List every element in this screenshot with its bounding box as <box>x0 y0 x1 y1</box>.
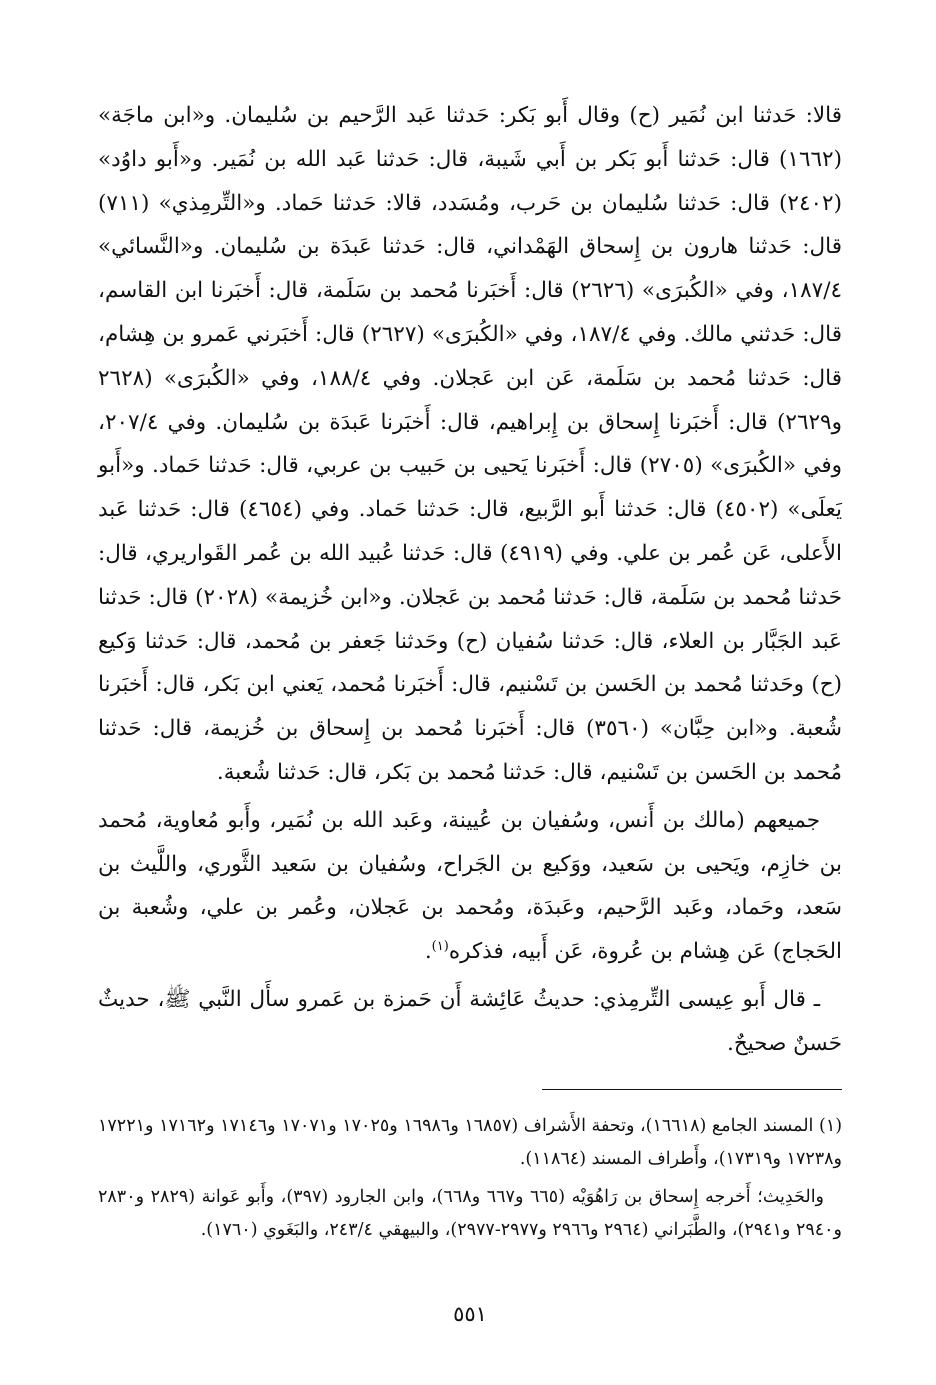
narrators-summary-paragraph <box>98 799 842 974</box>
tirmidhi-grading-paragraph: ـ قال أَبو عِيسى التِّرمِذي: حديثُ عَائِشة أَن حَمزة بن عَمرو سأَل النَّبي ﷺ، حديثٌ حَسنٌ صحيحٌ. <box>98 986 842 1056</box>
footnote-marker[interactable]: (١) <box>431 938 449 954</box>
footnote-1: (١) المسند الجامع (١٦٦١٨)، وتحفة الأَشراف (١٦٨٥٧ و١٦٩٨٦ و١٧٠٢٥ و١٧٠٧١ و١٧١٤٦ و١٧١٦٢ و١٧٢٢١ و١٧٢٣٨ و١٧٣١٩)، وأَطراف المسند (١١٨٦٤). <box>98 1116 843 1169</box>
hadith-chain-paragraph: قالا: حَدثنا ابن نُمَير (ح) وقال أَبو بَكر: حَدثنا عَبد الرَّحيم بن سُليمان. و«ابن ماجَة» (١٦٦٢) قال: حَدثنا أَبو بَكر بن أَبي شَيبة، قال: حَدثنا عَبد الله بن نُمَير. و«أَبو داوُد» (٢٤٠٢) قال: حَدثنا سُليمان بن حَرب، ومُسَدد، قالا: حَدثنا حَماد. و«التِّرمِذي» (٧١١) قال: حَدثنا هارون بن إِسحاق الهَمْداني، قال: حَدثنا عَبدَة بن سُليمان. و«النَّسائي» ١٨٧/٤، وفي «الكُبرَى» (٢٦٢٦) قال: أَخبَرنا مُحمد بن سَلَمة، قال: أَخبَرنا ابن القاسم، قال: حَدثني مالك. وفي ١٨٧/٤، وفي «الكُبرَى» (٢٦٢٧) قال: أَخبَرني عَمرو بن هِشام، قال: حَدثنا مُحمد بن سَلَمة، عَن ابن عَجلان. وفي ١٨٨/٤، وفي «الكُبرَى» (٢٦٢٨ و٢٦٢٩) قال: أَخبَرنا إِسحاق بن إِبراهيم، قال: أَخبَرنا عَبدَة بن سُليمان. وفي ٢٠٧/٤، وفي «الكُبرَى» (٢٧٠٥) قال: أَخبَرنا يَحيى بن حَبيب بن عربي، قال: حَدثنا حَماد. و«أَبو يَعلَى» (٤٥٠٢) قال: حَدثنا أَبو الرَّبيع، قال: حَدثنا حَماد. وفي (٤٦٥٤) قال: حَدثنا عَبد الأَعلى، عَن عُمر بن علي. وفي (٤٩١٩) قال: حَدثنا عُبيد الله بن عُمر القَواريري، قال: حَدثنا مُحمد بن سَلَمة، قال: حَدثنا مُحمد بن عَجلان. و«ابن خُزيمة» (٢٠٢٨) قال: حَدثنا عَبد الجَبَّار بن العلاء، قال: حَدثنا سُفيان (ح) وحَدثنا جَعفر بن مُحمد، قال: حَدثنا وَكيع (ح) وحَدثنا مُحمد بن الحَسن بن تَسْنيم، قال: أَخبَرنا مُحمد، يَعني ابن بَكر، قال: أَخبَرنا شُعبة. و«ابن حِبَّان» (٣٥٦٠) قال: أَخبَرنا مُحمد بن إِسحاق بن خُزيمة، قال: حَدثنا مُحمد بن الحَسن بن تَسْنيم، قال: حَدثنا مُحمد بن بَكر، قال: حَدثنا شُعبة. <box>98 103 843 785</box>
narrators-summary-text: جميعهم (مالك بن أَنس، وسُفيان بن عُيينة، وعَبد الله بن نُمَير، وأَبو مُعاوية، مُحمد بن خازِم، ويَحيى بن سَعيد، ووَكيع بن الجَراح، وسُفيان بن سَعيد الثَّوري، واللَّيث بن سَعد، وحَماد، وعَبد الرَّحيم، وعَبدَة، ومُحمد بن عَجلان، وعُمر بن علي، وشُعبة بن الحَجاج) عَن هِشام بن عُروة، عَن أَبيه، فذكره <box>98 807 842 965</box>
paragraph-end-mark: . <box>424 939 432 965</box>
footnotes-block <box>98 1110 842 1252</box>
document-page <box>98 94 842 1364</box>
footnote-separator <box>542 1089 842 1090</box>
main-text-block <box>98 94 842 1066</box>
footnote-takhrij: والحَدِيث؛ أَخرجه إِسحاق بن رَاهُوَيْه (٦٦٥ و٦٦٧ و٦٦٨)، وابن الجارود (٣٩٧)، وأَبو عَوانة (٢٨٢٩ و٢٨٣٠ و٢٩٤٠ و٢٩٤١)، والطَّبَراني (٢٩٦٤ و٢٩٦٦ و٢٩٧٧-٢٩٧٧)، والبيهقي ٢٤٣/٤، والبَغَوي (١٧٦٠). <box>98 1187 842 1240</box>
page-number: ٥٥١ <box>453 1302 487 1326</box>
